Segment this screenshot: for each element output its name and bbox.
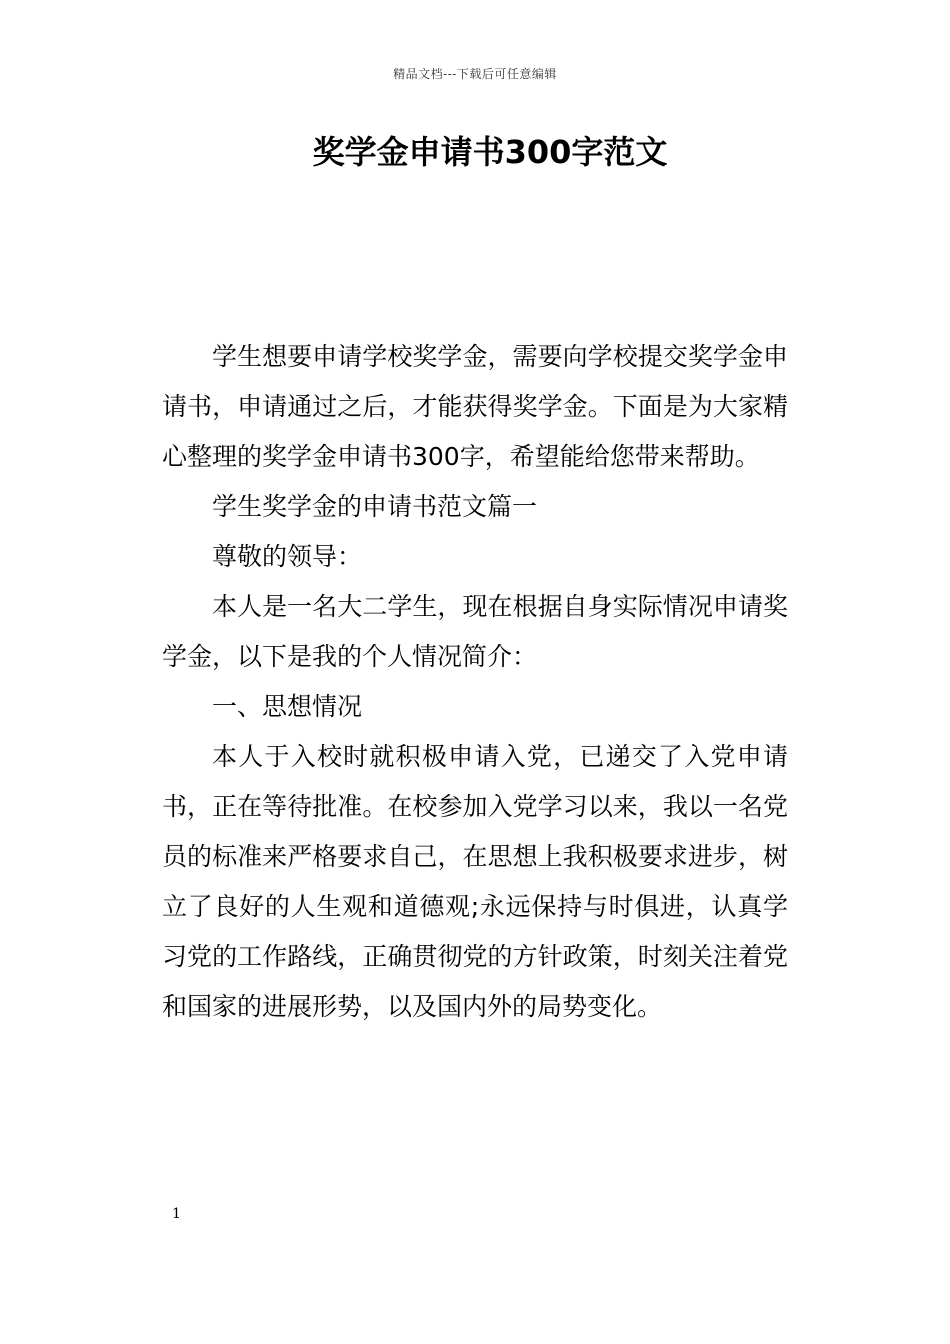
header-note: 精品文档---下载后可任意编辑 (393, 67, 557, 81)
section-heading: 学生奖学金的申请书范文篇一 (212, 492, 538, 521)
document-body (162, 332, 788, 1032)
salutation: 尊敬的领导： (212, 542, 363, 571)
document-title: 奖学金申请书300字范文 (312, 133, 668, 171)
body-paragraph: 本人是一名大二学生，现在根据自身实际情况申请奖学金，以下是我的个人情况简介： (162, 592, 788, 671)
body-paragraph: 本人于入校时就积极申请入党，已递交了入党申请书，正在等待批准。在校参加入党学习以来，我以一名党员的标准来严格要求自己，在思想上我积极要求进步，树立了良好的人生观和道德观;永远保持与时俱进，认真学习党的工作路线，正确贯彻党的方针政策，时刻关注着党和国家的进展形势，以及国内外的局势变化。 (162, 742, 788, 1021)
subsection-heading: 一、思想情况 (212, 692, 363, 721)
body-paragraph: 学生想要申请学校奖学金，需要向学校提交奖学金申请书，申请通过之后，才能获得奖学金。下面是为大家精心整理的奖学金申请书300字，希望能给您带来帮助。 (162, 342, 788, 471)
page-number: 1 (172, 1206, 181, 1222)
